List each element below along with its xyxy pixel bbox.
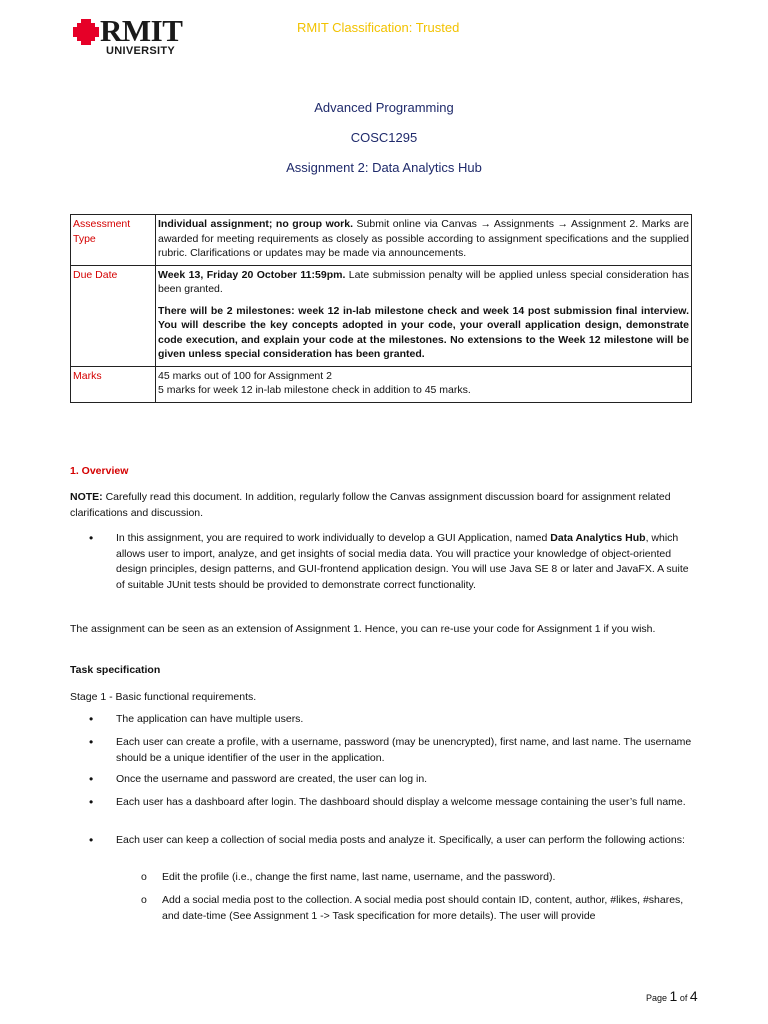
page-current: 1 bbox=[669, 988, 678, 1004]
overview-bullet bbox=[116, 531, 690, 593]
bullet-icon: • bbox=[89, 531, 94, 545]
page-number bbox=[646, 988, 698, 1004]
stage-label: Stage 1 - Basic functional requirements. bbox=[70, 691, 257, 703]
note-paragraph bbox=[70, 490, 700, 521]
row-label: Marks bbox=[71, 366, 156, 402]
course-code: COSC1295 bbox=[350, 130, 418, 145]
task-sub-bullet: Add a social media post to the collection. A social media post should contain ID, content, author, #likes, #shares, and date-time (See Assignment 1 -> Task specification for more details). The user will provide bbox=[162, 894, 684, 922]
of-word: of bbox=[679, 993, 688, 1003]
sub-bullet-icon: o bbox=[141, 894, 147, 906]
page-total: 4 bbox=[689, 988, 698, 1004]
bullet-icon: • bbox=[89, 795, 94, 809]
due-date-paragraph bbox=[158, 268, 689, 297]
milestones-paragraph: There will be 2 milestones: week 12 in-lab milestone check and week 14 post submission final interview. You will describe the key concepts adopted in your code, your overall application design, demonstrate code execution, and explain your code at the milestones. No extensions to the Week 12 milestone will be given unless special consideration has been granted. bbox=[158, 304, 689, 360]
note-label: NOTE: bbox=[70, 491, 103, 503]
task-bullet: Each user can create a profile, with a username, password (may be unencrypted), first name, and last name. The username should be a unique identifier of the user in the application. bbox=[116, 736, 692, 764]
row-value bbox=[156, 215, 692, 266]
row-label: Assessment Type bbox=[71, 215, 156, 266]
task-bullet: The application can have multiple users. bbox=[116, 713, 304, 725]
bold-text: Week 13, Friday 20 October 11:59pm. bbox=[158, 268, 346, 281]
body-text: Submit online via Canvas → Assignments → Assignment 2. Marks are awarded for meeting requirements as closely as possible according to assignment specifications and the supplied rubric. Clarifications or updates may be made via announcements. bbox=[158, 218, 690, 259]
assignment-title: Assignment 2: Data Analytics Hub bbox=[286, 160, 482, 175]
task-bullet: Each user can keep a collection of social media posts and analyze it. Specifically, a user can perform the following actions: bbox=[116, 834, 685, 846]
page-word: Page bbox=[646, 993, 668, 1003]
note-text: Carefully read this document. In addition, regularly follow the Canvas assignment discussion board for assignment related clarifications and discussion. bbox=[70, 491, 671, 519]
assignment-info-table bbox=[70, 214, 692, 403]
body-text: , which allows user to import, analyze, and get insights of social media data. You will practice your knowledge of object-oriented design principles, design patterns, and GUI-frontend application design. You will use Java SE 8 or later and JavaFX. A suite of suitable JUnit tests should be provided to demonstrate correct functionality. bbox=[116, 532, 689, 591]
row-label: Due Date bbox=[71, 265, 156, 366]
task-bullet: Once the username and password are created, the user can log in. bbox=[116, 773, 428, 785]
marks-line: 45 marks out of 100 for Assignment 2 bbox=[158, 369, 332, 382]
body-text: In this assignment, you are required to work individually to develop a GUI Application, named bbox=[116, 532, 551, 544]
body-text: Late submission penalty will be applied unless special consideration has been granted. bbox=[158, 268, 689, 295]
table-row bbox=[71, 366, 692, 402]
logo-text: RMIT bbox=[100, 13, 183, 48]
bullet-icon: • bbox=[89, 772, 94, 786]
overview-heading: 1. Overview bbox=[70, 465, 129, 477]
table-row bbox=[71, 215, 692, 266]
app-name: Data Analytics Hub bbox=[550, 532, 646, 544]
bullet-icon: • bbox=[89, 735, 94, 749]
task-bullet: Each user has a dashboard after login. The dashboard should display a welcome message containing the user’s full name. bbox=[116, 796, 686, 808]
row-value bbox=[156, 366, 692, 402]
course-title: Advanced Programming bbox=[314, 100, 454, 115]
logo-subtext: UNIVERSITY bbox=[106, 45, 176, 57]
bullet-icon: • bbox=[89, 712, 94, 726]
bullet-icon: • bbox=[89, 833, 94, 847]
extension-paragraph: The assignment can be seen as an extension of Assignment 1. Hence, you can re-use your code for Assignment 1 if you wish. bbox=[70, 623, 656, 635]
classification-label: RMIT Classification: Trusted bbox=[297, 20, 460, 35]
bold-text: Individual assignment; no group work. bbox=[158, 218, 354, 230]
table-row bbox=[71, 265, 692, 366]
row-value bbox=[156, 265, 692, 366]
marks-line: 5 marks for week 12 in-lab milestone check in addition to 45 marks. bbox=[158, 384, 471, 396]
task-heading: Task specification bbox=[70, 664, 161, 676]
sub-bullet-icon: o bbox=[141, 871, 147, 883]
task-sub-bullet: Edit the profile (i.e., change the first name, last name, username, and the password). bbox=[162, 871, 556, 883]
rmit-logo-icon bbox=[73, 19, 99, 45]
